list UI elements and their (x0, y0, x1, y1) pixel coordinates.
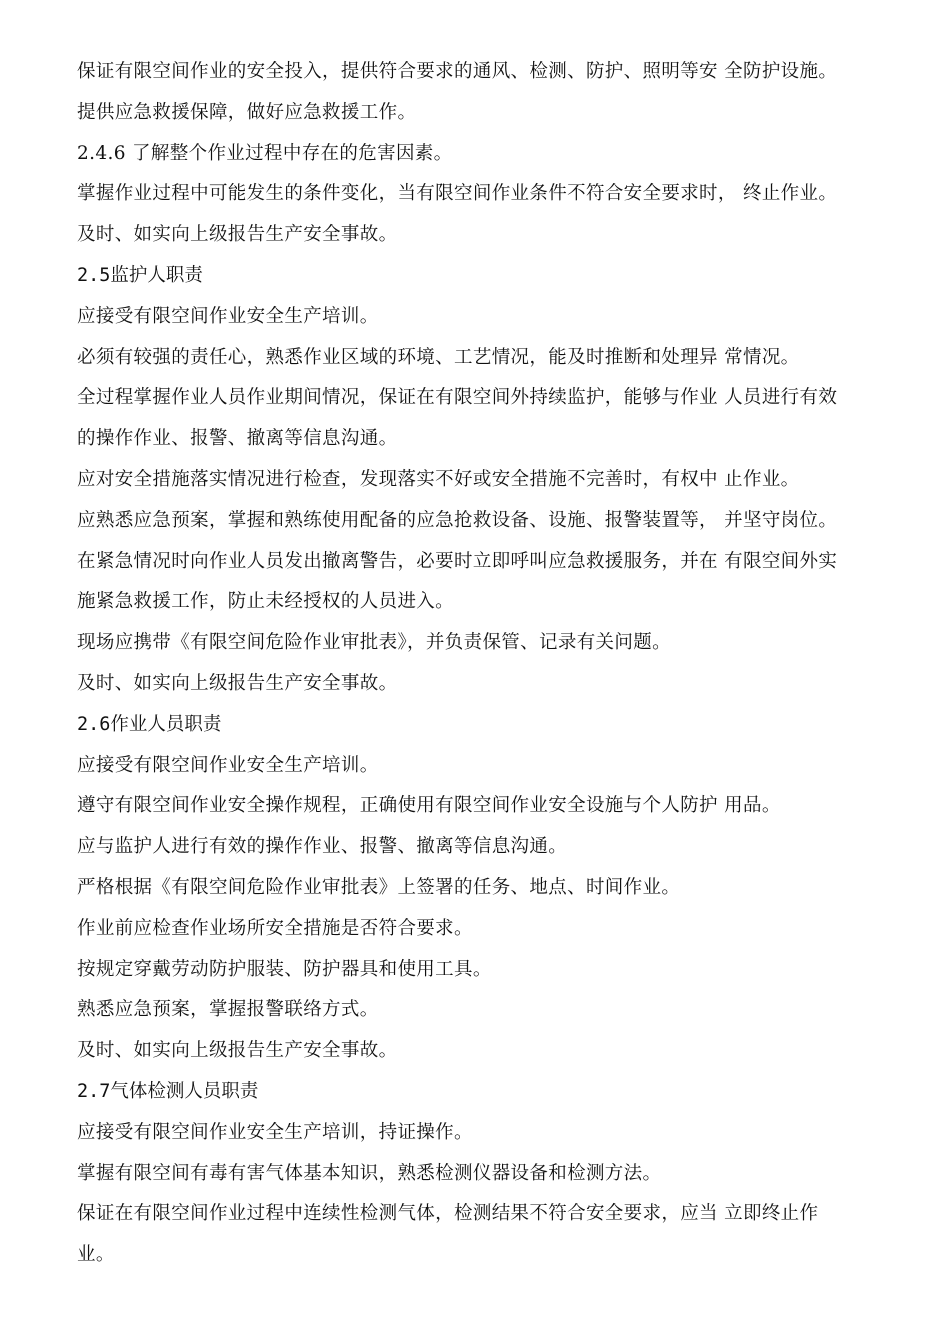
paragraph-line: 应接受有限空间作业安全生产培训。 (77, 305, 379, 327)
paragraph-line: 2.4.6 了解整个作业过程中存在的危害因素。 (77, 142, 453, 164)
paragraph-line: 应接受有限空间作业安全生产培训。 (77, 754, 379, 776)
paragraph-line: 业。 (77, 1244, 115, 1266)
paragraph-line: 施紧急救援工作，防止未经授权的人员进入。 (77, 591, 455, 613)
paragraph-line: 及时、如实向上级报告生产安全事故。 (77, 1040, 398, 1062)
section-heading-2-7: 2.7气体检测人员职责 (77, 1080, 259, 1102)
paragraph-line: 及时、如实向上级报告生产安全事故。 (77, 224, 398, 246)
paragraph-line: 提供应急救援保障，做好应急救援工作。 (77, 101, 417, 123)
paragraph-line: 严格根据《有限空间危险作业审批表》上签署的任务、地点、时间作业。 (77, 876, 681, 898)
paragraph-line: 必须有较强的责任心，熟悉作业区域的环境、工艺情况，能及时推断和处理异 常情况。 (77, 346, 800, 368)
paragraph-line: 在紧急情况时向作业人员发出撤离警告，必要时立即呼叫应急救援服务，并在 有限空间外实 (77, 550, 838, 572)
section-heading-2-6: 2.6作业人员职责 (77, 713, 222, 735)
paragraph-line: 按规定穿戴劳动防护服装、防护器具和使用工具。 (77, 958, 492, 980)
paragraph-line: 保证在有限空间作业过程中连续性检测气体，检测结果不符合安全要求，应当 立即终止作 (77, 1203, 819, 1225)
document-page (77, 52, 907, 1276)
paragraph-line: 保证有限空间作业的安全投入，提供符合要求的通风、检测、防护、照明等安 全防护设施。 (77, 61, 838, 82)
paragraph-line: 及时、如实向上级报告生产安全事故。 (77, 672, 398, 694)
paragraph-line: 全过程掌握作业人员作业期间情况，保证在有限空间外持续监护，能够与作业 人员进行有效 (77, 387, 838, 409)
paragraph-line: 应接受有限空间作业安全生产培训，持证操作。 (77, 1121, 473, 1143)
paragraph-line: 的操作作业、报警、撤离等信息沟通。 (77, 428, 398, 450)
section-heading-2-5: 2.5监护人职责 (77, 264, 203, 286)
paragraph-line: 应对安全措施落实情况进行检查，发现落实不好或安全措施不完善时，有权中 止作业。 (77, 468, 800, 490)
paragraph-line: 应与监护人进行有效的操作作业、报警、撤离等信息沟通。 (77, 836, 568, 858)
paragraph-line: 遵守有限空间作业安全操作规程，正确使用有限空间作业安全设施与个人防护 用品。 (77, 795, 781, 817)
paragraph-line: 掌握有限空间有毒有害气体基本知识，熟悉检测仪器设备和检测方法。 (77, 1162, 662, 1184)
paragraph-line: 掌握作业过程中可能发生的条件变化，当有限空间作业条件不符合安全要求时， 终止作业。 (77, 183, 838, 205)
paragraph-line: 作业前应检查作业场所安全措施是否符合要求。 (77, 917, 473, 939)
paragraph-line: 应熟悉应急预案，掌握和熟练使用配备的应急抢救设备、设施、报警装置等， 并坚守岗位。 (77, 509, 838, 531)
paragraph-line: 现场应携带《有限空间危险作业审批表》，并负责保管、记录有关问题。 (77, 632, 671, 654)
paragraph-line: 熟悉应急预案，掌握报警联络方式。 (77, 999, 379, 1021)
